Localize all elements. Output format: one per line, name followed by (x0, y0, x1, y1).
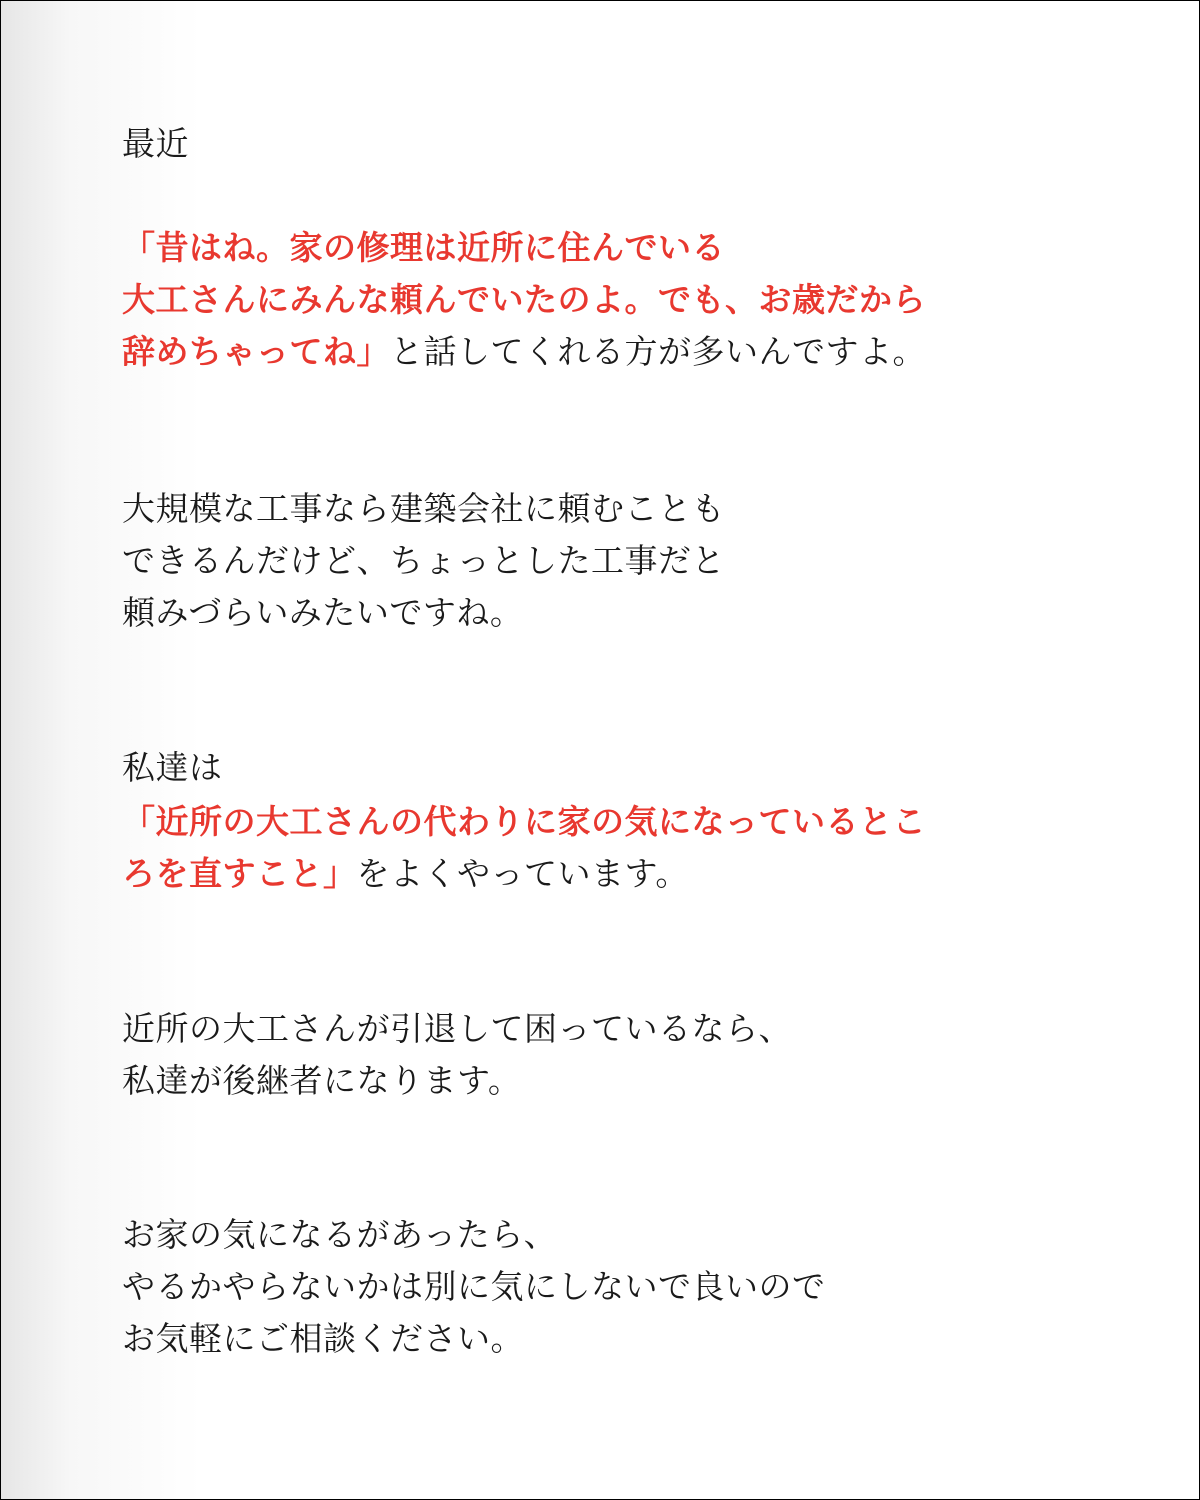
para3-line3-emphasis: ろを直すこと」 (122, 854, 357, 893)
quote1-line3-rest: と話してくれる方が多いんですよ。 (390, 332, 926, 371)
para2-line3: 頼みづらいみたいですね。 (122, 593, 524, 632)
para5-line2: やるかやらないかは別に気にしないで良いので (122, 1267, 826, 1306)
para4-line2: 私達が後継者になります。 (122, 1061, 522, 1100)
para3-line3 (122, 846, 689, 902)
para3-line3-rest: をよくやっています。 (356, 854, 689, 893)
intro-heading: 最近 (122, 124, 189, 163)
para2-line1: 大規模な工事なら建築会社に頼むことも (122, 489, 725, 528)
para5-line3: お気軽にご相談ください。 (122, 1319, 524, 1358)
para4-line1: 近所の大工さんが引退して困っているなら、 (122, 1009, 792, 1048)
para3-line2: 「近所の大工さんの代わりに家の気になっているとこ (122, 802, 926, 841)
quote1-line1: 「昔はね。家の修理は近所に住んでいる (122, 228, 725, 267)
quote1-line3 (122, 324, 926, 380)
para2-line2: できるんだけど、ちょっとした工事だと (122, 541, 725, 580)
quote1-line2: 大工さんにみんな頼んでいたのよ。でも、お歳だから (122, 280, 926, 319)
quote1-line3-emphasis: 辞めちゃってね」 (122, 332, 390, 371)
para3-line1: 私達は (122, 748, 223, 787)
para5-line1: お家の気になるがあったら、 (122, 1215, 558, 1254)
